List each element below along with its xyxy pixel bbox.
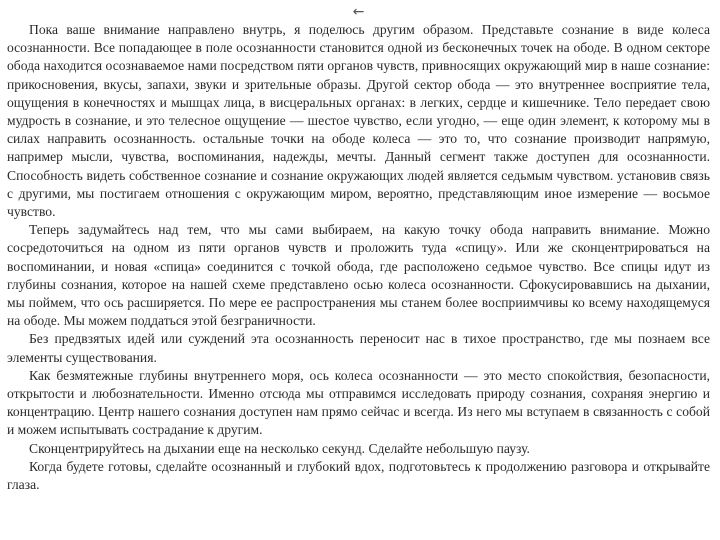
paragraph-2: Теперь задумайтесь над тем, что мы сами выбираем, на какую точку обода направить внимание. Можно сосредоточиться на одном из пяти органов чувств и проложить туда «спицу». Или же сконцентрироваться на воспоминании, и новая «спица» соединится с точкой обода, где расположено седьмое чувство. Все спицы идут из глубины сознания, которое на нашей схеме представлено осью колеса осознанности. Сфокусировавшись на дыхании, мы поймем, что ось расширяется. По мере ее распространения мы станем более восприимчивы ко всему находящемуся на ободе. Мы можем поддаться этой безграничности. [7,222,710,329]
paragraph-4: Как безмятежные глубины внутреннего моря, ось колеса осознанности — это место спокойствия, безопасности, открытости и любознательности. Именно отсюда мы отправимся исследовать природу сознания, сохраняя энергию и концентрацию. Центр нашего сознания доступен нам прямо сейчас и всегда. Из него мы вступаем в связанность с собой и можем испытывать сострадание к другим. [7,367,710,438]
paragraph-6: Когда будете готовы, сделайте осознанный и глубокий вдох, подготовьтесь к продолжению разговора и открывайте глаза. [7,458,710,493]
document-page [7,0,710,540]
paragraph-5: Сконцентрируйтесь на дыхании еще на несколько секунд. Сделайте небольшую паузу. [29,440,530,456]
paragraph-3: Без предвзятых идей или суждений эта осознанность переносит нас в тихое пространство, где мы познаем все элементы существования. [7,331,710,365]
paragraph-1: Пока ваше внимание направлено внутрь, я поделюсь другим образом. Представьте сознание в виде колеса осознанности. Все попадающее в поле осознанности становится одной из бесконечных точек на ободе. В одном секторе обода находится осознаваемое нами посредством пяти органов чувств, привносящих окружающий мир в наше сознание: прикосновения, вкусы, запахи, звуки и зрительные образы. Другой сектор обода — это внутреннее восприятие тела, ощущения в конечностях и мышцах лица, в висцеральных органах: в легких, сердце и кишечнике. Тело передает свою мудрость в сознание, и это телесное ощущение — шестое чувство, если угодно, — еще один элемент, к которому мы в силах направить осознанность. остальные точки на ободе колеса — это то, что сознание производит напрямую, например мысли, чувства, воспоминания, надежды, мечты. Данный сегмент также доступен для осознанности. Способность видеть собственное сознание и сознание окружающих людей является седьмым чувством. установив связь с другими, мы постигаем отношения с окружающим миром, вероятно, представляющим иное измерение — восьмое чувство. [7,22,710,220]
back-arrow-icon[interactable]: ← [352,4,365,20]
document-body [7,21,710,494]
